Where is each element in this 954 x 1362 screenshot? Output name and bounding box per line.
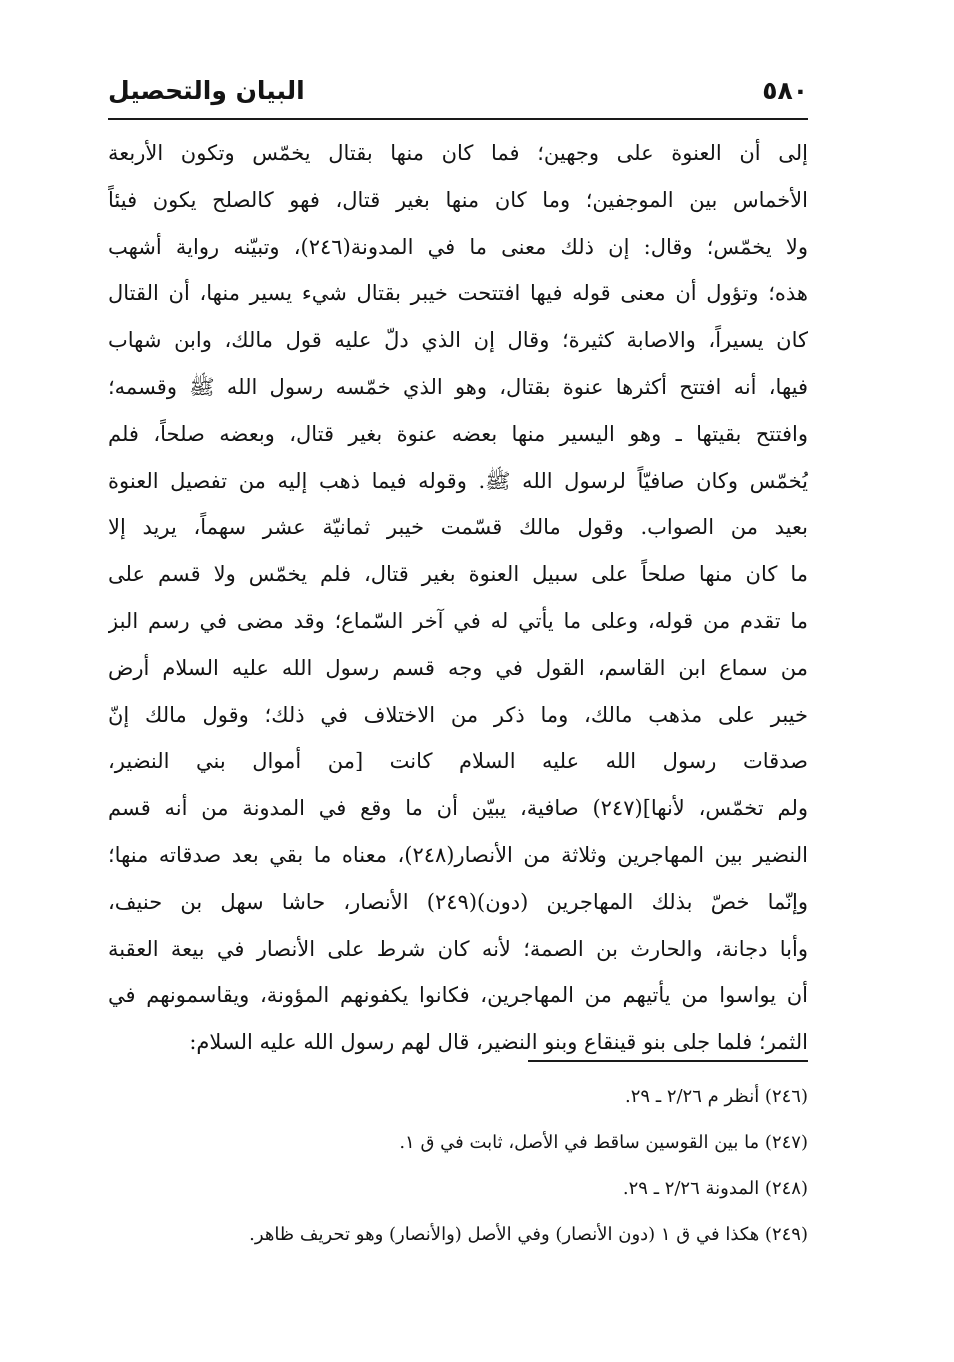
text-line: ولم تخمّس، لأنها](٢٤٧) صافية، يبيّن أن ما وقع في المدونة من أنه قسم xyxy=(108,796,808,821)
text-line: وإنّما خصّ بذلك المهاجرين (دون)(٢٤٩) الأنصار، حاشا سهل بن حنيف، xyxy=(108,889,808,914)
footnote-248: (٢٤٨) المدونة ٢/٢٦ ـ ٢٩. xyxy=(622,1178,808,1199)
text-line: وافتتح بقيتها ـ وهو اليسير منها بعضه عنوة بغير قتال، وبعضه صلحاً، فلم xyxy=(108,421,808,446)
header-rule xyxy=(108,118,808,120)
main-text xyxy=(108,130,808,1066)
footnote-246: (٢٤٦) أنظر م ٢/٢٦ ـ ٢٩. xyxy=(625,1086,808,1107)
text-line: النضير بين المهاجرين وثلاثة من الأنصار(٢٤٨)، معناه ما بقي بعد صدقاته منها؛ xyxy=(108,842,808,867)
text-line: إلى أن العنوة على وجهين؛ فما كان منها بقتال يخمّس وتكون الأربعة xyxy=(108,141,808,165)
text-line: ولا يخمّس؛ وقال: إن ذلك معنى ما في المدونة(٢٤٦)، وتبيّنه رواية أشهب xyxy=(108,234,808,259)
page-header xyxy=(108,74,808,114)
footnote-247: (٢٤٧) ما بين القوسين ساقط في الأصل، ثابت في ق ١. xyxy=(399,1132,808,1153)
running-title: البيان والتحصيل xyxy=(108,76,305,105)
text-line: ما تقدم من قوله، وعلى ما يأتي له في آخر السّماع؛ وقد مضى في رسم البز xyxy=(108,608,808,633)
text-line: بعيد من الصواب. وقول مالك قسّمت خيبر ثمانيّة عشر سهماً، يريد إلا xyxy=(108,515,808,540)
text-line: صدقات رسول الله عليه السلام كانت [من أموال بني النضير، xyxy=(108,749,808,774)
text-line: ما كان منها صلحاً على سبيل العنوة بغير قتال، فلم يخمّس ولا قسم على xyxy=(108,562,808,587)
footnotes xyxy=(108,1074,808,1258)
text-line: من سماع ابن القاسم، القول في وجه قسم رسول الله عليه السلام أرض xyxy=(108,655,808,680)
text-line: أن يواسوا من يأتيهم من المهاجرين، فكانوا يكفونهم المؤونة، ويقاسمونهم في xyxy=(108,983,808,1008)
text-line: خيبر على مذهب مالك، وما ذكر من الاختلاف في ذلك؛ وقول مالك إنّ xyxy=(108,702,808,727)
text-line: وأبا دجانة، والحارث بن الصمة؛ لأنه كان شرط على الأنصار في بيعة العقبة xyxy=(108,936,808,961)
footnote-separator xyxy=(528,1060,808,1062)
text-line: الأخماس بين الموجفين؛ وما كان منها بغير قتال، فهو كالصلح يكون فيئاً xyxy=(108,187,808,212)
text-line: هذه؛ وتؤول أن معنى قوله فيها افتتحت خيبر بقتال شيء يسير منها، أن القتال xyxy=(108,281,808,306)
footnote-249: (٢٤٩) هكذا في ق ١ (دون الأنصار) وفي الأصل (والأنصار) وهو تحريف ظاهر. xyxy=(249,1224,808,1245)
text-line: فيها، أنه افتتح أكثرها عنوة بقتال، وهو الذي خمّسه رسول الله ﷺ وقسمه؛ xyxy=(108,374,808,399)
text-line: يُخمّس وكان صافيّاً لرسول الله ﷺ. وقوله فيما ذهب إليه من تفصيل العنوة xyxy=(108,468,808,493)
page-number: ٥٨٠ xyxy=(762,76,808,105)
text-line: كان يسيراً، والاصابة كثيرة؛ وقال إن الذي دلّ عليه قول مالك، وابن شهاب xyxy=(108,328,808,353)
text-line: الثمر؛ فلما جلى بنو قينقاع وبنو النضير، قال لهم رسول الله عليه السلام: xyxy=(189,1030,808,1055)
